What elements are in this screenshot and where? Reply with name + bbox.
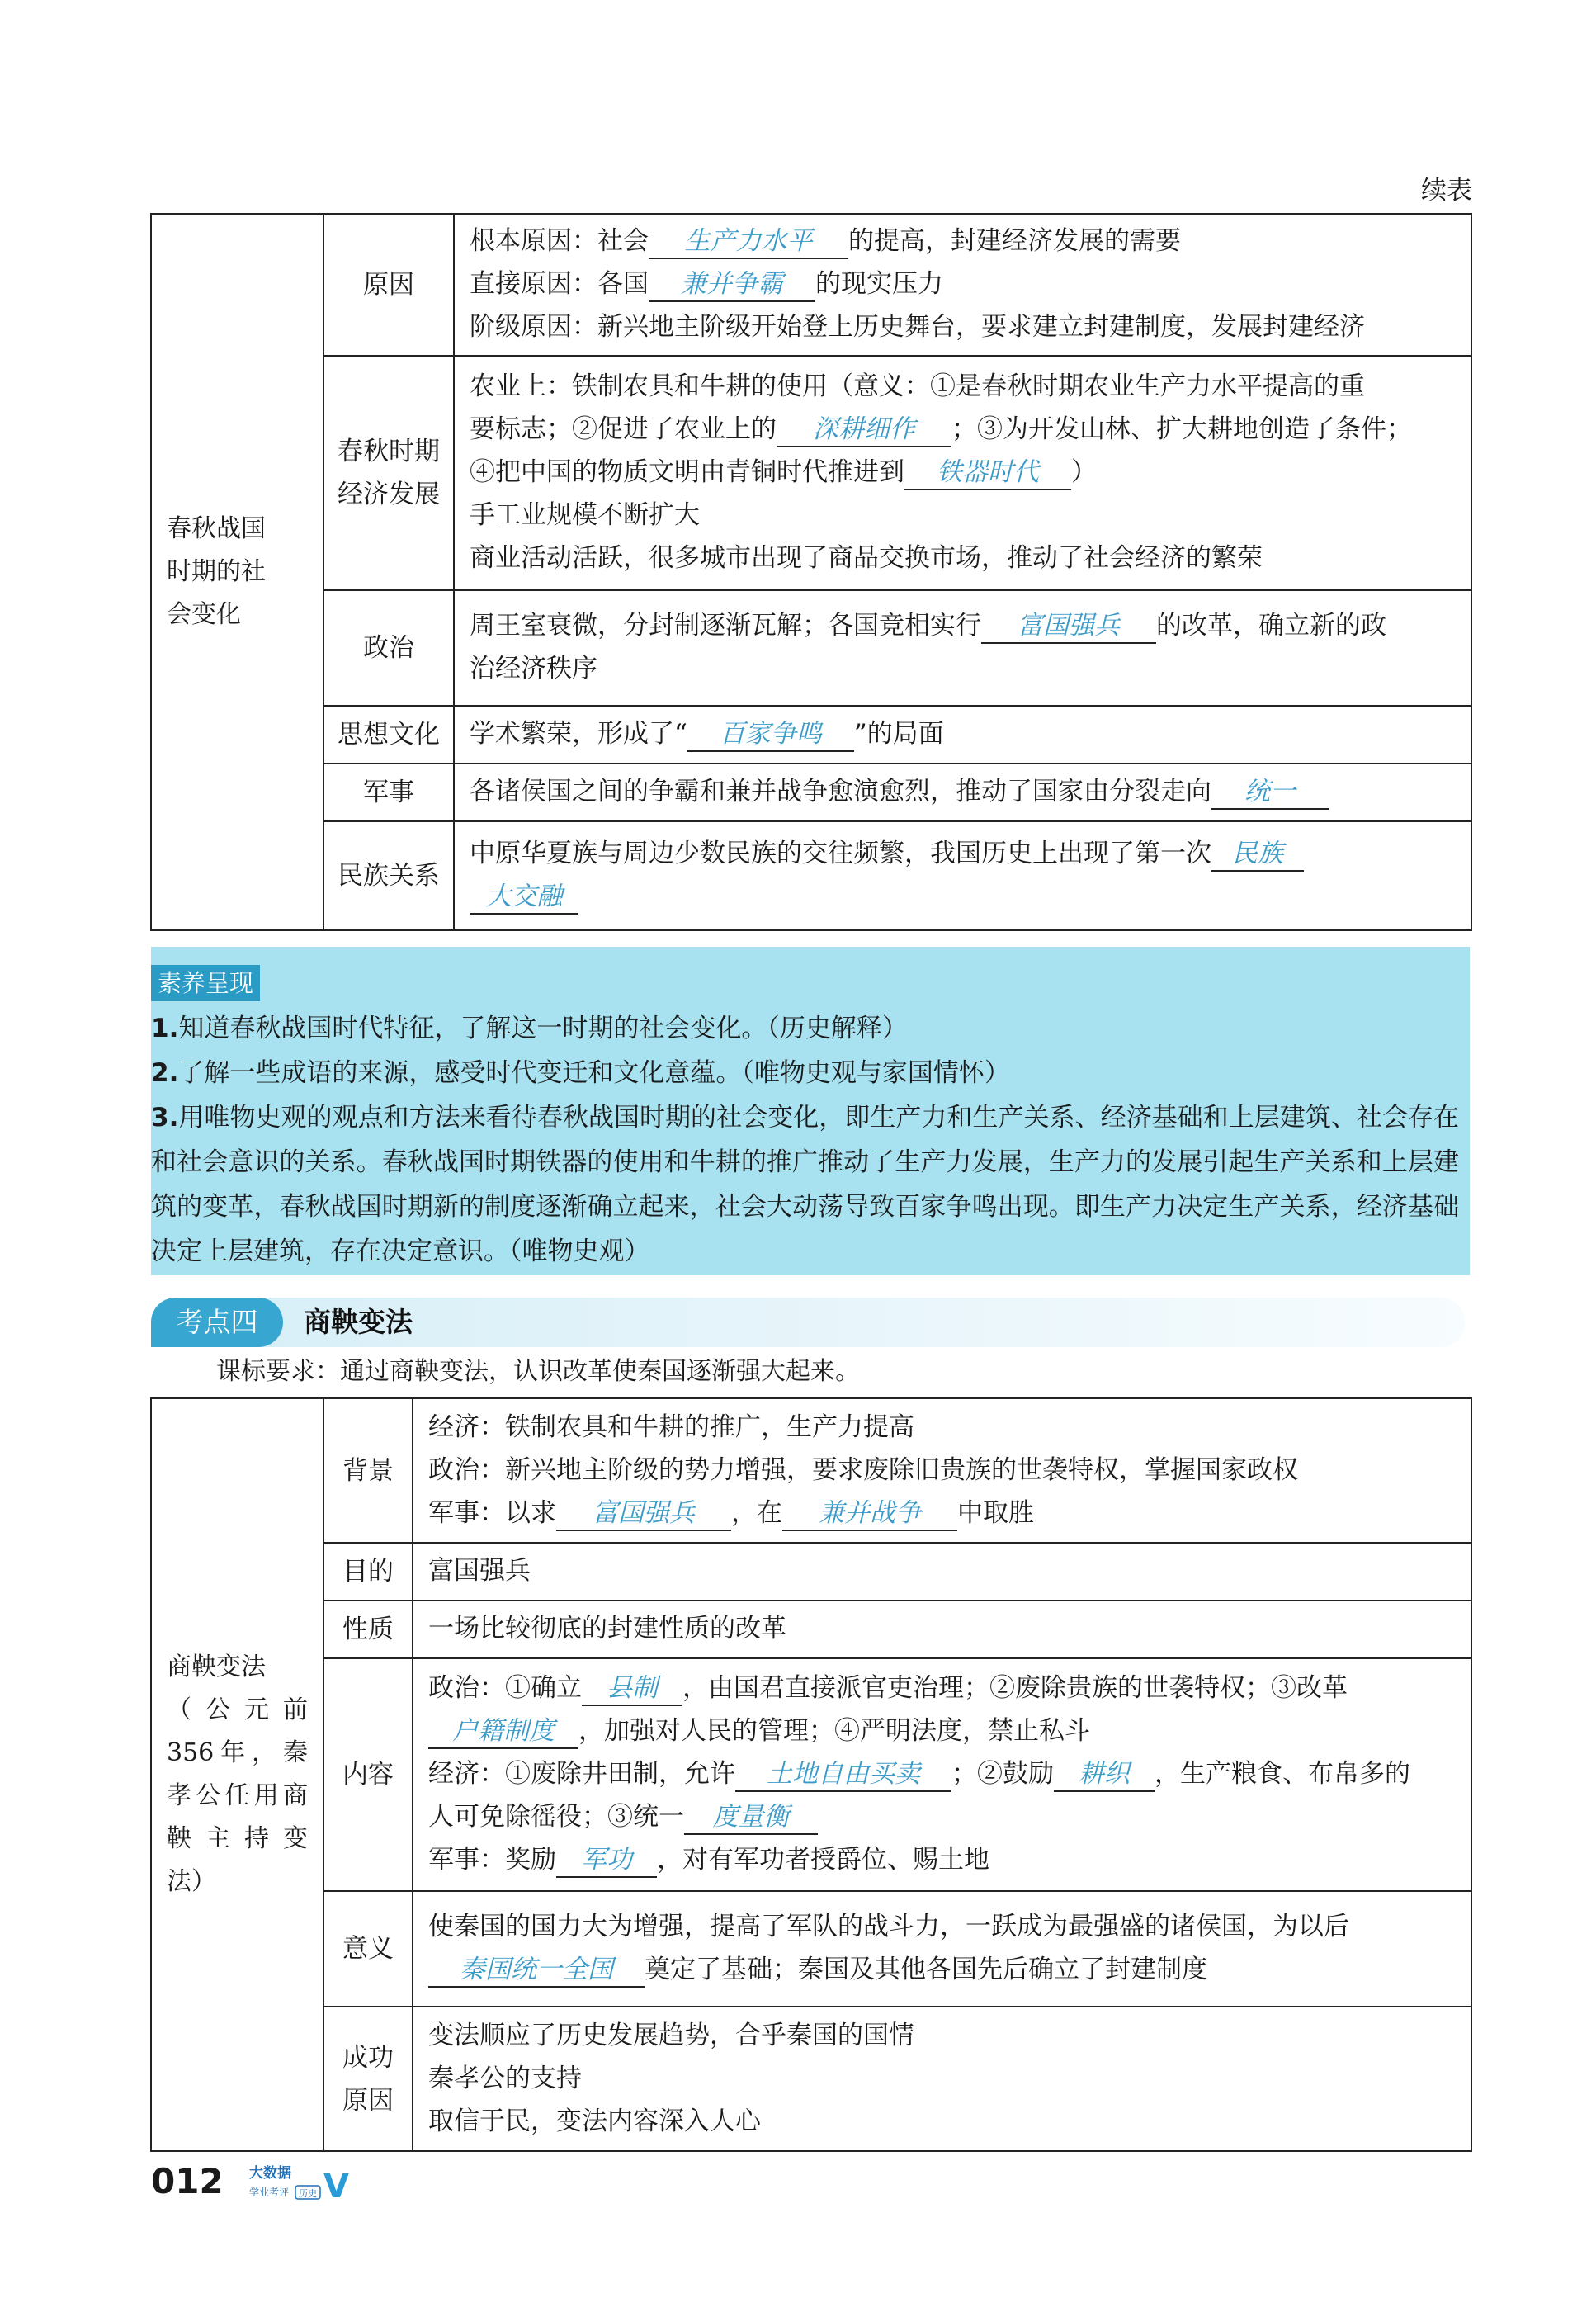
answer-blank: 大交融 <box>470 880 578 915</box>
content-economy: 农业上：铁制农具和牛耕的使用（意义：①是春秋时期农业生产力水平提高的重 要标志；②促进了农业上的 深耕细作 ；③为开发山林、扩大耕地创造了条件； ④把中国的物质文明由青铜时代推进到 铁器时代 ） 手工业规模不断扩大 商业活动活跃，很多城市出现了商品交换市场，推动了社会经济的繁荣 <box>454 356 1471 590</box>
row-nature <box>151 1601 1471 1658</box>
content-nature: 一场比较彻底的封建性质的改革 <box>413 1601 1471 1658</box>
curriculum-requirement: 课标要求：通过商鞅变法，认识改革使秦国逐渐强大起来。 <box>216 1357 860 1386</box>
content-success: 变法顺应了历史发展趋势，合乎秦国的国情 秦孝公的支持 取信于民，变法内容深入人心 <box>413 2007 1471 2151</box>
label-content: 内容 <box>323 1658 413 1891</box>
topic-line-3: 会变化 <box>167 600 241 629</box>
row-ethnic <box>151 821 1471 930</box>
content-significance: 使秦国的国力大为增强，提高了军队的战斗力，一跃成为最强盛的诸侯国，为以后 秦国统一全国 奠定了基础；秦国及其他各国先后确立了封建制度 <box>413 1891 1471 2007</box>
svg-text:V: V <box>323 2168 349 2202</box>
label-military: 军事 <box>323 764 454 821</box>
literacy-item: 3.用唯物史观的观点和方法来看待春秋战国时期的社会变化，即生产力和生产关系、经济基础和上层建筑、社会存在和社会意识的关系。春秋战国时期铁器的使用和牛耕的推广推动了生产力发展，生产力的发展引起生产关系和上层建筑的变革，春秋战国时期新的制度逐渐确立起来，社会大动荡导致百家争鸣出现。即生产力决定生产关系，经济基础决定上层建筑，存在决定意识。（唯物史观） <box>151 1103 1459 1266</box>
kaodian-title: 商鞅变法 <box>304 1306 413 1338</box>
label-significance: 意义 <box>323 1891 413 2007</box>
answer-blank: 民族 <box>1211 837 1304 872</box>
page-number: 012 <box>151 2161 224 2201</box>
content-ethnic: 中原华夏族与周边少数民族的交往频繁，我国历史上出现了第一次 民族 大交融 <box>454 821 1471 930</box>
answer-blank: 兼并战争 <box>782 1497 957 1531</box>
content-background: 经济：铁制农具和牛耕的推广，生产力提高 政治：新兴地主阶级的势力增强，要求废除旧贵族的世袭特权，掌握国家政权 军事：以求 富国强兵 ，在 兼并战争 中取胜 <box>413 1398 1471 1543</box>
answer-blank: 富国强兵 <box>556 1497 731 1531</box>
answer-blank: 铁器时代 <box>904 456 1071 490</box>
answer-blank: 度量衡 <box>684 1800 818 1835</box>
row-background <box>151 1398 1471 1543</box>
topic-title: 商鞅变法 <box>167 1653 266 1681</box>
shang-yang-table <box>150 1397 1472 2152</box>
label-background: 背景 <box>323 1398 413 1543</box>
literacy-box <box>151 947 1470 1275</box>
label-economy: 春秋时期 经济发展 <box>323 356 454 590</box>
answer-blank: 富国强兵 <box>981 609 1156 644</box>
answer-blank: 百家争鸣 <box>687 717 854 752</box>
brand-logo-icon <box>248 2161 359 2202</box>
row-success <box>151 2007 1471 2151</box>
svg-text:历史: 历史 <box>299 2188 317 2199</box>
answer-blank: 兼并争霸 <box>649 267 815 302</box>
label-cause: 原因 <box>323 214 454 356</box>
row-cause <box>151 214 1471 356</box>
row-military <box>151 764 1471 821</box>
content-culture: 学术繁荣，形成了“ 百家争鸣 ”的局面 <box>454 706 1471 764</box>
continued-label: 续表 <box>1421 176 1472 206</box>
kaodian-header <box>151 1298 1465 1347</box>
answer-blank: 秦国统一全国 <box>428 1953 645 1988</box>
content-military: 各诸侯国之间的争霸和兼并战争愈演愈烈，推动了国家由分裂走向 统一 <box>454 764 1471 821</box>
answer-blank: 军功 <box>556 1843 657 1878</box>
kaodian-tag: 考点四 <box>151 1298 283 1347</box>
label-goal: 目的 <box>323 1543 413 1601</box>
content-goal: 富国强兵 <box>413 1543 1471 1601</box>
topic-line-2: 时期的社 <box>167 557 266 586</box>
row-goal <box>151 1543 1471 1601</box>
label-nature: 性质 <box>323 1601 413 1658</box>
literacy-item: 2.了解一些成语的来源，感受时代变迁和文化意蕴。（唯物史观与家国情怀） <box>151 1058 1010 1088</box>
topic-cell <box>151 214 323 930</box>
brand-logo <box>248 2161 359 2202</box>
literacy-items <box>151 1006 1459 1274</box>
row-content <box>151 1658 1471 1891</box>
label-politics: 政治 <box>323 590 454 706</box>
answer-blank: 生产力水平 <box>649 225 848 259</box>
answer-blank: 统一 <box>1211 775 1329 810</box>
row-culture <box>151 706 1471 764</box>
row-economy <box>151 356 1471 590</box>
row-politics <box>151 590 1471 706</box>
topic-line-1: 春秋战国 <box>167 514 266 543</box>
answer-blank: 县制 <box>582 1672 682 1706</box>
svg-text:大数据: 大数据 <box>249 2165 291 2182</box>
svg-text:学业考评: 学业考评 <box>249 2187 290 2198</box>
content-cause: 根本原因：社会 生产力水平 的提高，封建经济发展的需要 直接原因：各国 兼并争霸 的现实压力 阶级原因：新兴地主阶级开始登上历史舞台，要求建立封建制度，发展封建经济 <box>454 214 1471 356</box>
row-significance <box>151 1891 1471 2007</box>
answer-blank: 深耕细作 <box>777 413 951 447</box>
content-content: 政治：①确立 县制 ，由国君直接派官吏治理；②废除贵族的世袭特权；③改革 户籍制度 ，加强对人民的管理；④严明法度，禁止私斗 经济：①废除井田制，允许 土地自由买卖 ；②鼓励 耕织 ，生产粮食、布帛多的 人可免除徭役；③统一 度量衡 军事：奖励 军功 ，对有军功者授爵位、赐土地 <box>413 1658 1471 1891</box>
answer-blank: 户籍制度 <box>428 1714 578 1749</box>
topic-cell-2: 商鞅变法 （公元前 356年，秦 孝公任用商 鞅主持变 法） <box>151 1398 323 2151</box>
answer-blank: 土地自由买卖 <box>735 1757 951 1792</box>
literacy-item: 1.知道春秋战国时代特征，了解这一时期的社会变化。（历史解释） <box>151 1014 908 1043</box>
label-success: 成功 原因 <box>323 2007 413 2151</box>
label-culture: 思想文化 <box>323 706 454 764</box>
literacy-title: 素养呈现 <box>151 965 260 1001</box>
answer-blank: 耕织 <box>1054 1757 1155 1792</box>
spring-autumn-table <box>150 213 1472 931</box>
content-politics: 周王室衰微，分封制逐渐瓦解；各国竞相实行 富国强兵 的改革，确立新的政 治经济秩序 <box>454 590 1471 706</box>
label-ethnic: 民族关系 <box>323 821 454 930</box>
